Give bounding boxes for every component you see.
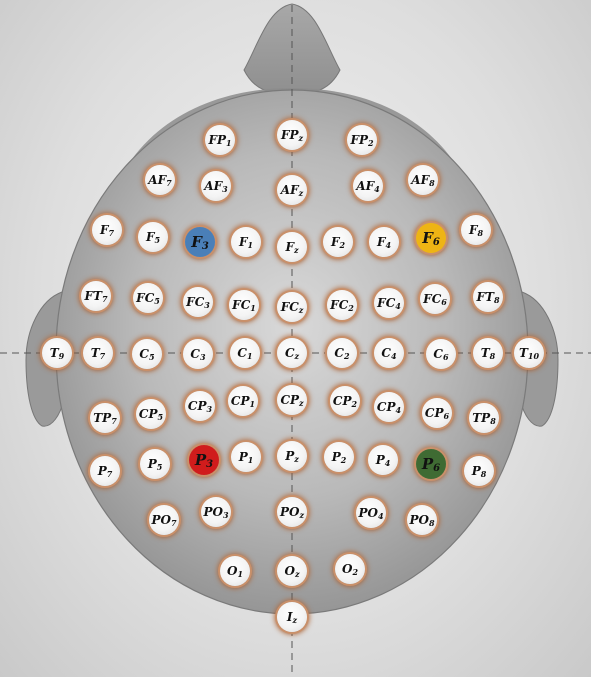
electrode-label: $FP_1$: [208, 132, 232, 148]
electrode-po8: [407, 505, 437, 535]
electrode-fcz: [277, 292, 307, 322]
electrode-af4: [353, 171, 383, 201]
electrode-label: $F_4$: [376, 234, 392, 250]
electrode-label: $C_2$: [334, 345, 350, 361]
electrode-label: $C_6$: [433, 346, 449, 362]
electrode-po4: [356, 498, 386, 528]
electrode-af7: [145, 165, 175, 195]
electrode-fc3: [183, 287, 213, 317]
electrode-label: $T_9$: [49, 345, 65, 361]
electrode-cz: [277, 338, 307, 368]
electrode-label: $C_z$: [284, 345, 300, 361]
electrode-label: $TP_7$: [93, 410, 117, 426]
electrode-label: $FT_8$: [476, 289, 500, 305]
electrode-label: $P_7$: [97, 463, 113, 479]
electrode-c1: [230, 338, 260, 368]
electrode-label: $CP_1$: [230, 393, 256, 409]
electrode-label: $C_5$: [139, 346, 155, 362]
electrode-label: $F_8$: [468, 222, 484, 238]
electrode-label: $AF_8$: [411, 172, 435, 188]
electrode-label: $AF_z$: [280, 182, 304, 198]
electrode-label: $P_5$: [147, 456, 163, 472]
electrode-label: $PO_3$: [203, 504, 229, 520]
electrode-p1: [231, 442, 261, 472]
electrode-label: $C_3$: [190, 346, 206, 362]
electrode-label: $CP_4$: [376, 399, 402, 415]
electrode-label: $FC_z$: [280, 299, 304, 315]
electrode-fp2: [347, 125, 377, 155]
electrode-cp2: [330, 386, 360, 416]
electrode-cp6: [422, 398, 452, 428]
electrode-label: $FC_4$: [377, 295, 401, 311]
electrode-fc4: [374, 288, 404, 318]
electrode-f2: [323, 227, 353, 257]
electrode-fc5: [133, 283, 163, 313]
electrode-label: $CP_2$: [332, 393, 358, 409]
electrode-ft8: [473, 282, 503, 312]
electrode-af8: [408, 165, 438, 195]
electrode-fc6: [420, 284, 450, 314]
electrode-label: $F_1$: [238, 234, 254, 250]
electrode-label: $F_5$: [145, 229, 161, 245]
electrode-po7: [149, 505, 179, 535]
electrode-f3: [185, 227, 215, 257]
electrode-f6: [416, 223, 446, 253]
electrode-label: $PO_8$: [409, 512, 435, 528]
electrode-label: $PO_4$: [358, 505, 384, 521]
electrode-fc2: [327, 290, 357, 320]
electrode-c6: [426, 339, 456, 369]
electrode-label: $FC_5$: [136, 290, 160, 306]
electrode-label: $CP_6$: [424, 405, 450, 421]
electrode-label: $T_{10}$: [518, 345, 540, 361]
electrode-label: $P_4$: [375, 452, 391, 468]
electrode-label: $P_1$: [238, 449, 254, 465]
electrode-label: $FC_6$: [423, 291, 447, 307]
electrode-t9: [42, 338, 72, 368]
electrode-label: $FC_1$: [232, 297, 256, 313]
electrode-p6: [416, 449, 446, 479]
electrode-o2: [335, 554, 365, 584]
electrode-label: $TP_8$: [472, 410, 496, 426]
electrode-o1: [220, 556, 250, 586]
electrode-label: $CP_5$: [138, 406, 164, 422]
electrode-t7: [83, 338, 113, 368]
electrode-label: $O_1$: [226, 563, 244, 579]
electrode-c3: [183, 339, 213, 369]
electrode-fc1: [229, 290, 259, 320]
electrode-label: $PO_z$: [279, 504, 305, 520]
electrode-label: $F_z$: [285, 239, 299, 255]
electrode-label: $FT_7$: [84, 288, 108, 304]
electrode-cp4: [374, 392, 404, 422]
electrode-cp1: [228, 386, 258, 416]
electrode-c4: [374, 338, 404, 368]
electrode-f8: [461, 215, 491, 245]
electrode-label: $CP_z$: [280, 392, 304, 408]
electrode-fp1: [205, 125, 235, 155]
electrode-fz: [277, 232, 307, 262]
electrode-fpz: [277, 120, 307, 150]
electrode-af3: [201, 171, 231, 201]
electrode-label: $P_3$: [194, 450, 214, 470]
electrode-tp7: [90, 403, 120, 433]
electrode-iz: [277, 602, 307, 632]
electrode-label: $AF_3$: [204, 178, 228, 194]
electrode-poz: [277, 497, 307, 527]
electrode-label: $P_z$: [285, 448, 299, 464]
electrode-label: $AF_4$: [356, 178, 380, 194]
electrode-p7: [90, 456, 120, 486]
electrode-label: $O_2$: [341, 561, 359, 577]
electrode-label: $FP_2$: [350, 132, 374, 148]
electrode-label: $F_7$: [99, 222, 115, 238]
electrode-po3: [201, 497, 231, 527]
electrode-label: $FC_3$: [186, 294, 210, 310]
electrode-p3: [189, 445, 219, 475]
electrode-label: $T_7$: [90, 345, 106, 361]
electrode-label: $P_2$: [331, 449, 347, 465]
electrode-cp3: [185, 391, 215, 421]
electrode-cp5: [136, 399, 166, 429]
electrode-c2: [327, 338, 357, 368]
electrode-label: $F_6$: [422, 228, 440, 248]
electrode-label: $P_6$: [421, 454, 441, 474]
electrode-t8: [473, 338, 503, 368]
electrode-p4: [368, 445, 398, 475]
electrode-ft7: [81, 281, 111, 311]
electrode-label: $AF_7$: [148, 172, 172, 188]
electrode-c5: [132, 339, 162, 369]
electrode-label: $CP_3$: [187, 398, 213, 414]
electrode-label: $C_1$: [237, 345, 253, 361]
electrode-label: $T_8$: [480, 345, 496, 361]
electrode-label: $F_3$: [191, 232, 209, 252]
electrode-p5: [140, 449, 170, 479]
electrode-label: $F_2$: [330, 234, 346, 250]
electrode-afz: [277, 175, 307, 205]
electrode-f4: [369, 227, 399, 257]
electrode-f5: [138, 222, 168, 252]
electrode-f7: [92, 215, 122, 245]
electrode-label: $O_z$: [284, 563, 300, 579]
electrode-t10: [514, 338, 544, 368]
electrode-label: $FP_z$: [280, 127, 304, 143]
electrode-cpz: [277, 385, 307, 415]
electrode-pz: [277, 441, 307, 471]
electrode-label: $P_8$: [471, 463, 487, 479]
electrode-label: $PO_7$: [151, 512, 177, 528]
electrode-label: $I_z$: [286, 609, 298, 625]
electrode-oz: [277, 556, 307, 586]
electrode-label: $FC_2$: [330, 297, 354, 313]
electrode-p8: [464, 456, 494, 486]
electrode-f1: [231, 227, 261, 257]
electrode-tp8: [469, 403, 499, 433]
electrode-label: $C_4$: [381, 345, 397, 361]
electrode-p2: [324, 442, 354, 472]
